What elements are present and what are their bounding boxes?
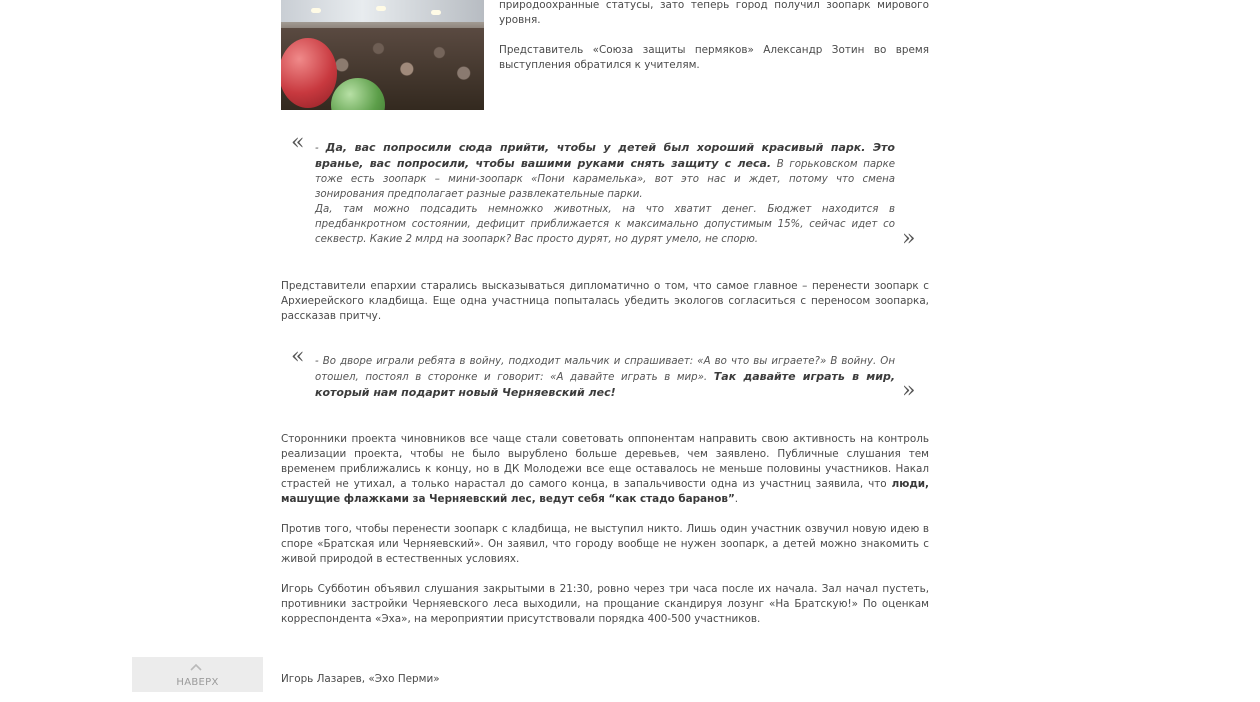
open-quote-mark: «	[291, 130, 305, 155]
quote-bold: Так давайте играть в мир, который нам подарит новый Черняевский лес!	[315, 370, 895, 399]
quote-block	[281, 130, 929, 251]
quote-block	[281, 344, 929, 404]
paragraph: Сторонники проекта чиновников все чаще стали советовать оппонентам направить свою активность на контроль реализации проекта, чтобы не было вырублено больше деревьев, чем заявлено. Публичные слушания тем временем приближались к концу, но в ДК Молодежи все еще оставалось не меньше половины участников. Накал страстей не утихал, а только нарастал до самого конца, в запальчивости одна из участниц заявила, что люди, машущие флажками за Черняевский лес, ведут себя “как стадо баранов”.	[281, 433, 929, 505]
photo-side-text	[499, 0, 929, 73]
quote-text: - Да, вас попросили сюда прийти, чтобы у детей был хороший красивый парк. Это вранье, вас попросили, чтобы вашими руками снять защиту с леса. В горьковском парке тоже есть зоопарк – мини-зоопарк «Пони карамелька», вот это нас и ждет, потому что смена зонирования предполагает разные развлекательные парки. Да, там можно подсадить немножко животных, на что хватит денег. Бюджет находится в предбанкротном состоянии, дефицит приближается к максимально допустимым 15%, сейчас идет со секвестр. Какие 2 млрд на зоопарк? Вас просто дурят, но дурят умело, не спорю.	[315, 141, 895, 245]
quote-bold: Да, вас попросили сюда прийти, чтобы у детей был хороший красивый парк. Это вранье, вас попросили, чтобы вашими руками снять защиту с леса.	[315, 141, 895, 170]
close-quote-mark: »	[902, 226, 916, 251]
paragraph: природоохранные статусы, зато теперь город получил зоопарк мирового уровня.	[499, 0, 929, 26]
article-author: Игорь Лазарев, «Эхо Перми»	[281, 673, 440, 685]
quote-text: - Во дворе играли ребята в войну, подходит мальчик и спрашивает: «А во что вы играете?» В войну. Он отошел, постоял в сторонке и говорит: «А давайте играть в мир». Так давайте играть в мир, который нам подарит новый Черняевский лес!	[315, 356, 895, 399]
back-to-top-button[interactable]	[132, 657, 263, 692]
paragraph: Игорь Субботин объявил слушания закрытыми в 21:30, ровно через три часа после их начала. Зал начал пустеть, противники застройки Черняевского леса выходили, на прощание скандируя лозунг «На Братскую!» По оценкам корреспондента «Эха», на мероприятии присутствовали порядка 400-500 участников.	[281, 583, 929, 625]
chevron-up-icon	[190, 661, 202, 673]
open-quote-mark: «	[291, 344, 305, 369]
paragraph: Представитель «Союза защиты пермяков» Александр Зотин во время выступления обратился к учителям.	[499, 44, 929, 71]
paragraph: Представители епархии старались высказываться дипломатично о том, что самое главное – перенести зоопарк с Архиерейского кладбища. Еще одна участница попыталась убедить экологов согласиться с переносом зоопарка, рассказав притчу.	[281, 280, 929, 322]
article-photo	[281, 0, 484, 110]
close-quote-mark: »	[902, 378, 916, 403]
back-to-top-label: НАВЕРХ	[176, 677, 219, 688]
paragraph: Против того, чтобы перенести зоопарк с кладбища, не выступил никто. Лишь один участник озвучил новую идею в споре «Братская или Черняевский». Он заявил, что городу вообще не нужен зоопарк, а детей можно знакомить с живой природой в естественных условиях.	[281, 523, 929, 565]
